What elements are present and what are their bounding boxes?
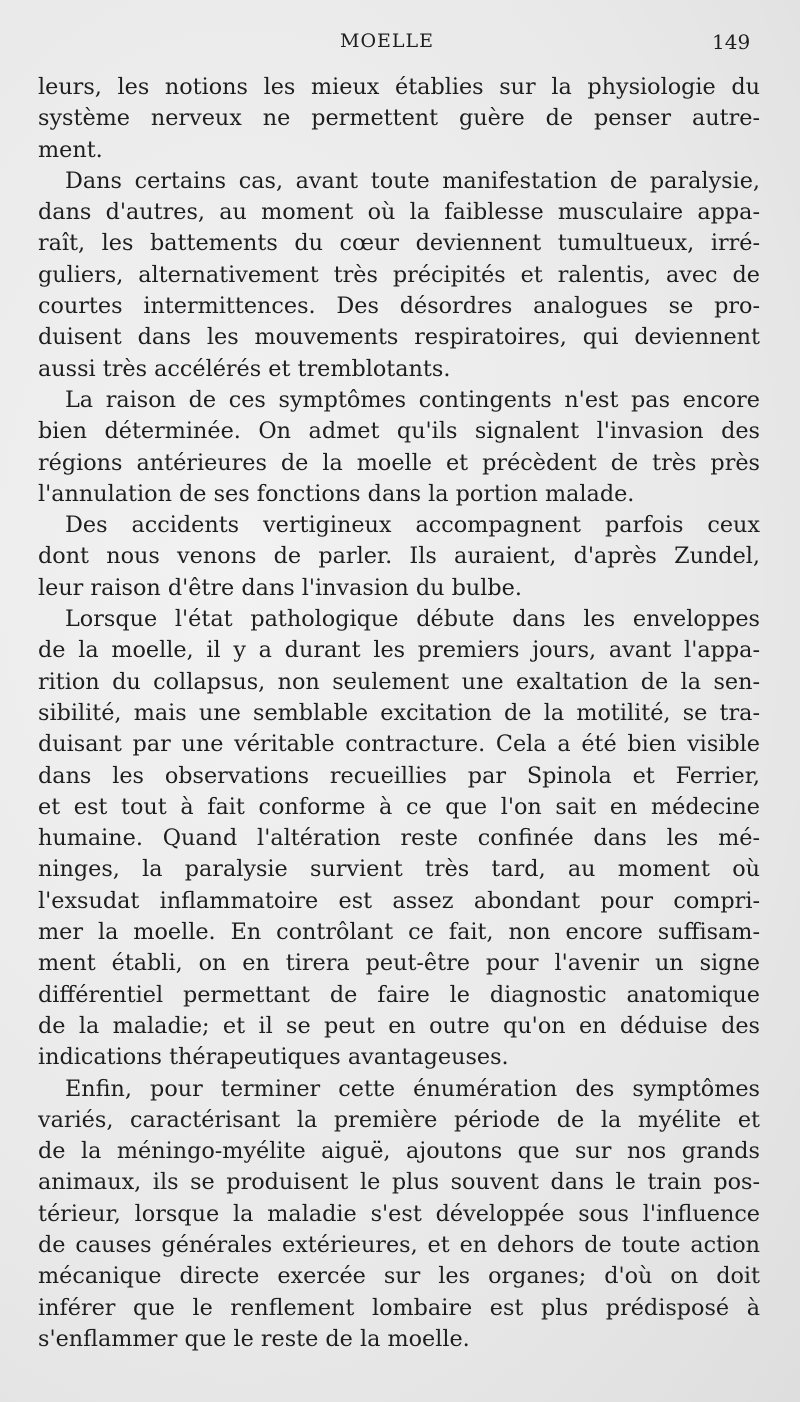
paragraph xyxy=(38,1074,760,1356)
paragraph xyxy=(38,510,760,604)
paragraph xyxy=(38,166,760,385)
text-line: ment établi, on en tirera peut-être pour l'avenir un signe xyxy=(38,950,760,977)
text-line: de la moelle, il y a durant les premiers jours, avant l'appa- xyxy=(38,637,760,664)
text-line: Dans certains cas, avant toute manifestation de paralysie, xyxy=(65,167,760,194)
paragraph xyxy=(38,385,760,510)
text-line: courtes intermittences. Des désordres analogues se pro- xyxy=(38,293,760,320)
text-line: de la maladie; et il se peut en outre qu'on en déduise des xyxy=(38,1012,760,1039)
text-line: Lorsque l'état pathologique débute dans les enveloppes xyxy=(65,606,760,633)
text-line: s'enflammer que le reste de la moelle. xyxy=(38,1325,470,1352)
page-number: 149 xyxy=(712,30,751,54)
text-line: mer la moelle. En contrôlant ce fait, non encore suffisam- xyxy=(38,919,760,946)
text-line: térieur, lorsque la maladie s'est développée sous l'influence xyxy=(38,1200,760,1227)
text-line: sibilité, mais une semblable excitation de la motilité, se tra- xyxy=(38,699,760,726)
text-line: de la méningo-myélite aiguë, ajoutons que sur nos grands xyxy=(38,1138,760,1165)
text-line: guliers, alternativement très précipités et ralentis, avec de xyxy=(38,261,760,288)
text-line: indications thérapeutiques avantageuses. xyxy=(38,1044,509,1071)
text-line: dans les observations recueillies par Spinola et Ferrier, xyxy=(38,762,760,789)
text-line: rition du collapsus, non seulement une exaltation de la sen- xyxy=(38,668,760,695)
text-line: raît, les battements du cœur deviennent tumultueux, irré- xyxy=(38,230,760,257)
body-text xyxy=(38,72,760,1355)
text-line: leur raison d'être dans l'invasion du bulbe. xyxy=(38,574,522,601)
text-line: variés, caractérisant la première période de la myélite et xyxy=(38,1106,760,1133)
text-line: animaux, ils se produisent le plus souvent dans le train pos- xyxy=(38,1169,760,1196)
text-line: ment. xyxy=(38,136,103,163)
text-line: Enfin, pour terminer cette énumération des symptômes xyxy=(65,1075,760,1102)
text-line: duisent dans les mouvements respiratoires, qui deviennent xyxy=(38,324,760,351)
text-line: leurs, les notions les mieux établies sur la physiologie du xyxy=(38,74,760,100)
text-line: différentiel permettant de faire le diagnostic anatomique xyxy=(38,981,760,1008)
text-line: aussi très accélérés et tremblotants. xyxy=(38,355,451,382)
text-line: humaine. Quand l'altération reste confinée dans les mé- xyxy=(38,825,760,852)
paragraph xyxy=(38,604,760,1073)
text-line: système nerveux ne permettent guère de penser autre- xyxy=(38,105,760,132)
text-line: l'annulation de ses fonctions dans la portion malade. xyxy=(38,480,635,507)
text-line: dans d'autres, au moment où la faiblesse musculaire appa- xyxy=(38,199,760,226)
text-line: de causes générales extérieures, et en dehors de toute action xyxy=(38,1231,760,1258)
text-line: mécanique directe exercée sur les organes; d'où on doit xyxy=(38,1263,760,1290)
text-line: bien déterminée. On admet qu'ils signalent l'invasion des xyxy=(38,418,760,445)
page-header xyxy=(0,30,800,60)
text-line: inférer que le renflement lombaire est plus prédisposé à xyxy=(38,1294,760,1321)
text-line: régions antérieures de la moelle et précèdent de très près xyxy=(38,449,760,476)
text-line: et est tout à fait conforme à ce que l'on sait en médecine xyxy=(38,793,760,820)
text-line: l'exsudat inflammatoire est assez abondant pour compri- xyxy=(38,887,760,914)
text-line: dont nous venons de parler. Ils auraient, d'après Zundel, xyxy=(38,543,760,570)
text-line: La raison de ces symptômes contingents n'est pas encore xyxy=(65,386,760,413)
text-line: ninges, la paralysie survient très tard, au moment où xyxy=(38,856,760,883)
running-title: MOELLE xyxy=(340,30,435,52)
text-line: duisant par une véritable contracture. Cela a été bien visible xyxy=(38,731,760,758)
text-line: Des accidents vertigineux accompagnent parfois ceux xyxy=(65,512,760,539)
paragraph xyxy=(38,72,760,166)
